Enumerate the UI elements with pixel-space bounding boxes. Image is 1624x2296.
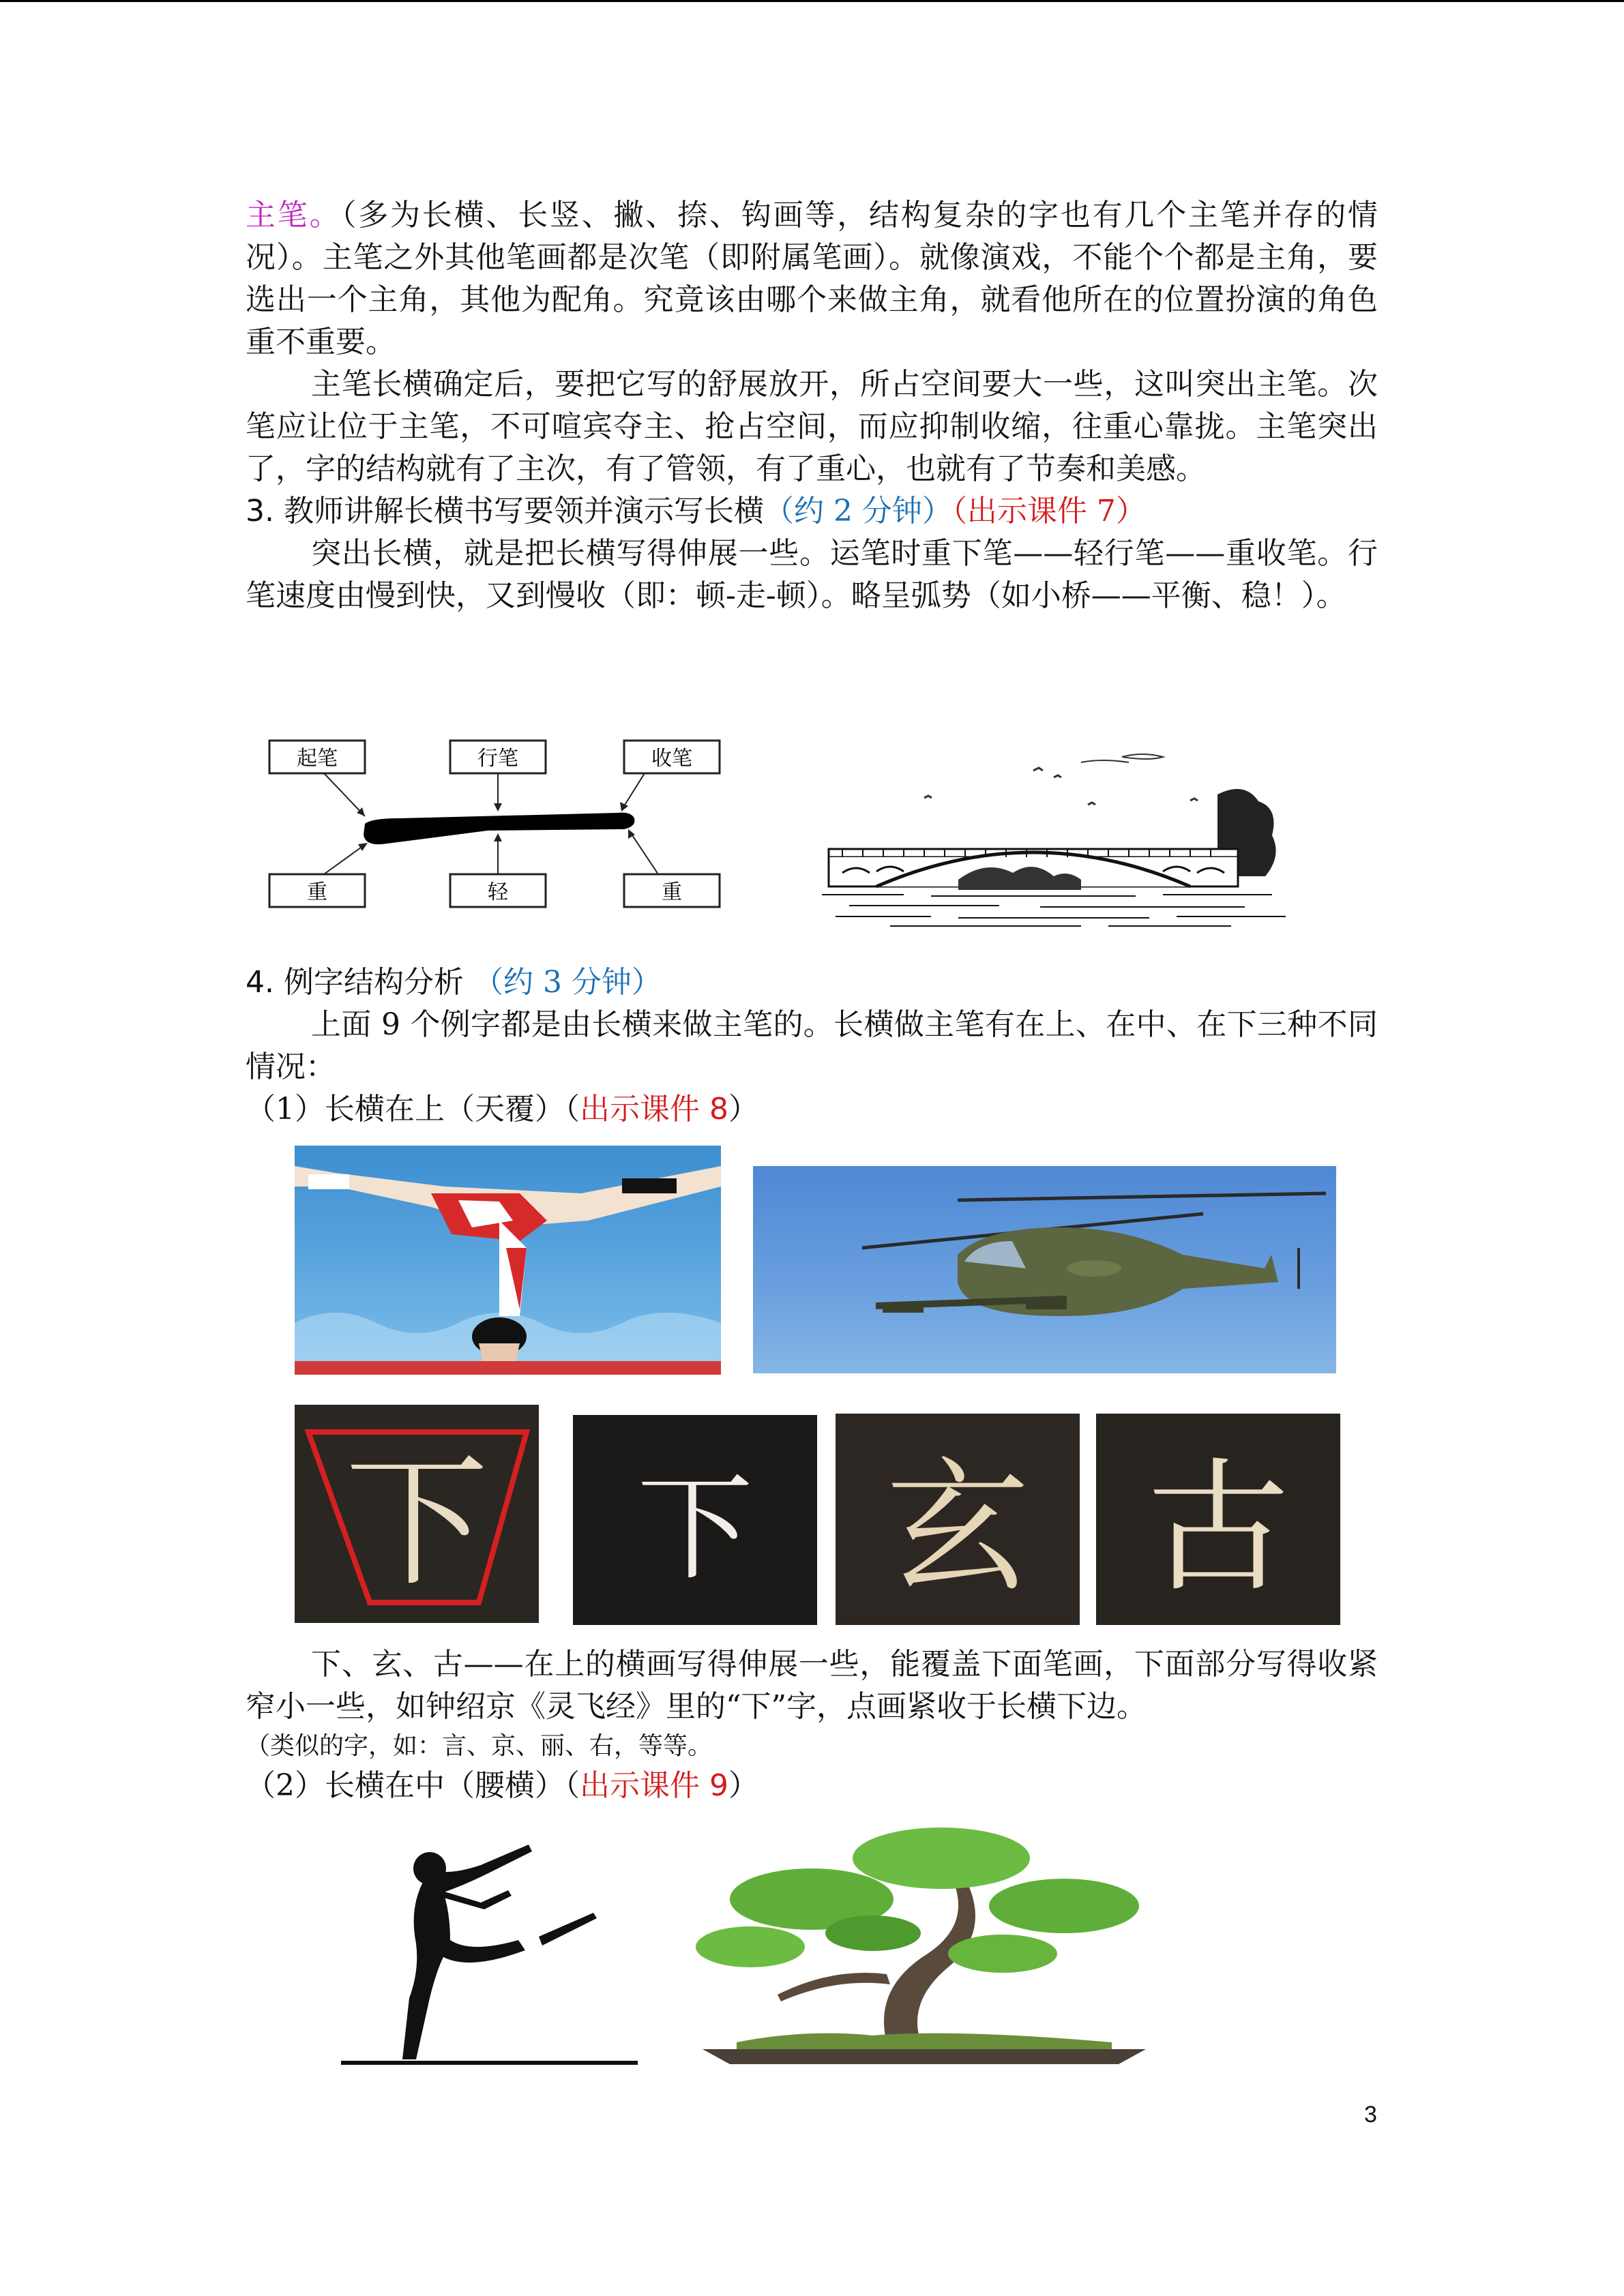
calligraphy-gu [1096, 1414, 1340, 1625]
photo-bonsai-pine [682, 1817, 1160, 2066]
para-long-horizontal: 突出长横，就是把长横写得伸展一些。运笔时重下笔——轻行笔——重收笔。行笔速度由慢到快，又到慢收（即：顿-走-顿）。略呈弧势（如小桥——平衡、稳！）。 [246, 536, 1378, 613]
document-body-3 [246, 1643, 1378, 1807]
label-zhong-left: 重 [307, 880, 327, 904]
heading-3: 3. 教师讲解长横书写要领并演示写长横（约 2 分钟）（出示课件 7） [246, 494, 1146, 528]
para-highlight-stroke: 主笔长横确定后，要把它写的舒展放开，所占空间要大一些，这叫突出主笔。次笔应让位于主笔，不可喧宾夺主、抢占空间，而应抑制收缩，往重心靠拢。主笔突出了，字的结构就有了主次，有了管领，有了重心，也就有了节奏和美感。 [246, 367, 1378, 486]
document-body [246, 194, 1378, 617]
label-shoubi: 收笔 [651, 747, 692, 771]
char-gu: 古 [1146, 1444, 1290, 1611]
calligraphy-xia [573, 1415, 817, 1625]
label-xingbi: 行笔 [477, 747, 518, 771]
char-xia-2: 下 [636, 1461, 754, 1596]
page-number: 3 [1364, 2102, 1377, 2128]
para-examples: 上面 9 个例字都是由长横来做主笔的。长横做主笔有在上、在中、在下三种不同情况： [246, 1007, 1378, 1084]
stroke-diagram [263, 738, 726, 915]
subheading-1: （1）长横在上（天覆）（出示课件 8） [246, 1092, 758, 1127]
para-xia-xuan-gu: 下、玄、古——在上的横画写得伸展一些，能覆盖下面笔画，下面部分写得收紧窄小一些，如钟绍京《灵飞经》里的“下”字，点画紧收于长横下边。 [246, 1647, 1378, 1724]
char-xuan: 玄 [885, 1444, 1030, 1611]
para-main-stroke: 主笔。（多为长横、长竖、撇、捺、钩画等，结构复杂的字也有几个主笔并存的情况）。主笔之外其他笔画都是次笔（即附属笔画）。就像演戏，不能个个都是主角，要选出一个主角，其他为配角。究竟该由哪个来做主角，就看他所在的位置扮演的角色重不重要。 [246, 198, 1378, 359]
calligraphy-xuan [836, 1414, 1080, 1625]
label-qibi: 起笔 [297, 747, 338, 771]
label-qing: 轻 [488, 880, 508, 904]
document-body-2 [246, 961, 1378, 1131]
photo-helicopter [753, 1166, 1336, 1373]
label-zhong-right: 重 [662, 880, 682, 904]
subheading-2: （2）长横在中（腰横）（出示课件 9） [246, 1768, 758, 1803]
photo-dancer-silhouette [341, 1834, 638, 2066]
bridge-illustration [822, 750, 1299, 931]
calligraphy-xia-framed [295, 1405, 539, 1623]
term-main-stroke: 主笔。 [246, 198, 342, 233]
page-top-border [0, 0, 1624, 2]
note-similar: （类似的字，如：言、京、丽、右，等等。 [246, 1732, 713, 1760]
photo-gymnast-handstand [295, 1146, 721, 1375]
char-xia-1: 下 [344, 1439, 489, 1606]
heading-4: 4. 例字结构分析 （约 3 分钟） [246, 965, 662, 1000]
